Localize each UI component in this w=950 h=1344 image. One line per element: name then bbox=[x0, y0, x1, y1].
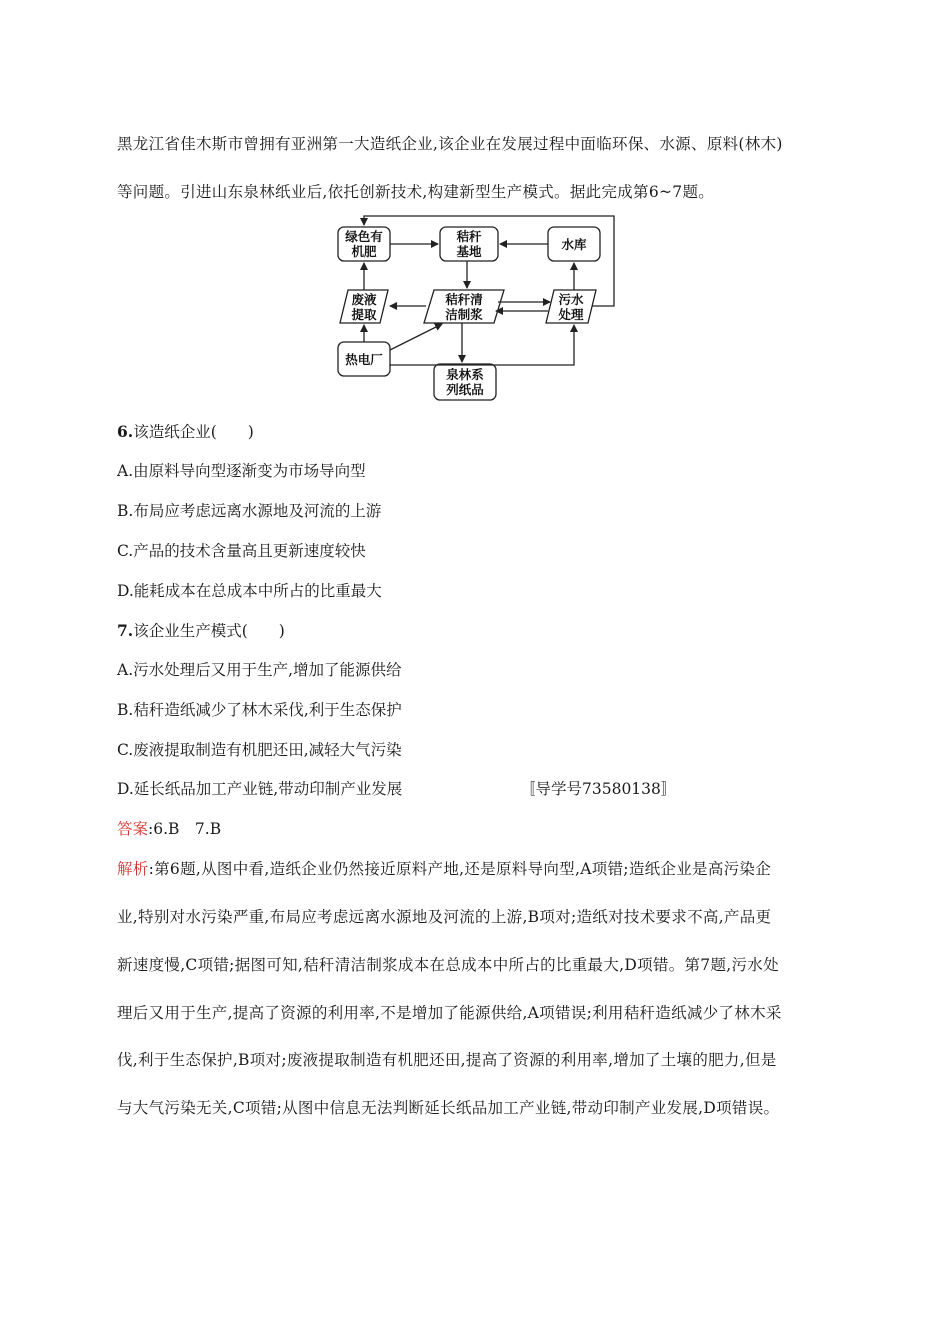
label-products-2: 列纸品 bbox=[446, 382, 484, 397]
analysis-line-4: 理后又用于生产,提高了资源的利用率,不是增加了能源供给,A项错误;利用秸秆造纸减少了林木采 bbox=[117, 1004, 782, 1022]
analysis-line-2: 业,特别对水污染严重,布局应考虑远离水源地及河流的上游,B项对;造纸对技术要求不高,产品更 bbox=[117, 908, 772, 926]
q6-option-a: A.由原料导向型逐渐变为市场导向型 bbox=[117, 462, 366, 480]
label-fertilizer-2: 机肥 bbox=[351, 244, 377, 259]
q7-option-d-row bbox=[117, 777, 402, 799]
q6-option-d: D.能耗成本在总成本中所占的比重最大 bbox=[117, 582, 382, 600]
label-waste-liquid-2: 提取 bbox=[351, 307, 377, 322]
label-products-1: 泉林系 bbox=[446, 367, 484, 382]
label-straw-base-2: 基地 bbox=[456, 244, 482, 259]
analysis-label: 解析 bbox=[117, 860, 149, 878]
reference-number: 〚导学号73580138〛 bbox=[520, 780, 677, 798]
analysis-line-1 bbox=[117, 857, 771, 879]
label-reservoir: 水库 bbox=[561, 237, 587, 252]
q7-option-a: A.污水处理后又用于生产,增加了能源供给 bbox=[117, 661, 402, 679]
label-sewage-1: 污水 bbox=[558, 292, 584, 307]
answer-line bbox=[117, 817, 221, 839]
q6-option-b: B.布局应考虑远离水源地及河流的上游 bbox=[117, 502, 382, 520]
analysis-line-5: 伐,利于生态保护,B项对;废液提取制造有机肥还田,提高了资源的利用率,增加了土壤的肥力,但是 bbox=[117, 1051, 777, 1069]
label-fertilizer-1: 绿色有 bbox=[345, 229, 383, 244]
analysis-line-3: 新速度慢,C项错;据图可知,秸秆清洁制浆成本在总成本中所占的比重最大,D项错。第7题,污水处 bbox=[117, 956, 779, 974]
q7-option-c: C.废液提取制造有机肥还田,减轻大气污染 bbox=[117, 741, 402, 759]
question-7-stem bbox=[117, 619, 285, 641]
label-pulping-1: 秸秆清 bbox=[445, 292, 483, 307]
q7-option-d: D.延长纸品加工产业链,带动印制产业发展 bbox=[117, 780, 403, 798]
q7-option-b: B.秸秆造纸减少了林木采伐,利于生态保护 bbox=[117, 701, 402, 719]
q6-option-c: C.产品的技术含量高且更新速度较快 bbox=[117, 542, 366, 560]
question-6-number: 6. bbox=[117, 422, 134, 441]
production-flow-diagram bbox=[330, 210, 620, 402]
label-pulping-2: 洁制浆 bbox=[445, 307, 483, 322]
intro-line-2: 等问题。引进山东泉林纸业后,依托创新技术,构建新型生产模式。据此完成第6~7题。 bbox=[117, 183, 715, 201]
answer-label: 答案 bbox=[117, 820, 149, 838]
answer-text: :6.B 7.B bbox=[148, 820, 222, 838]
label-power-plant: 热电厂 bbox=[345, 352, 383, 367]
label-sewage-2: 处理 bbox=[558, 307, 584, 322]
intro-line-1: 黑龙江省佳木斯市曾拥有亚洲第一大造纸企业,该企业在发展过程中面临环保、水源、原料(林木) bbox=[117, 135, 783, 153]
question-7-text: 该企业生产模式( ) bbox=[133, 622, 285, 640]
label-straw-base-1: 秸秆 bbox=[456, 229, 482, 244]
analysis-text-1: :第6题,从图中看,造纸企业仍然接近原料产地,还是原料导向型,A项错;造纸企业是高污染企 bbox=[148, 860, 772, 878]
label-waste-liquid-1: 废液 bbox=[351, 292, 377, 307]
question-7-number: 7. bbox=[117, 621, 134, 640]
question-6-text: 该造纸企业( ) bbox=[133, 423, 254, 441]
analysis-line-6: 与大气污染无关,C项错;从图中信息无法判断延长纸品加工产业链,带动印制产业发展,D项错误。 bbox=[117, 1099, 780, 1117]
question-6-stem bbox=[117, 420, 254, 442]
